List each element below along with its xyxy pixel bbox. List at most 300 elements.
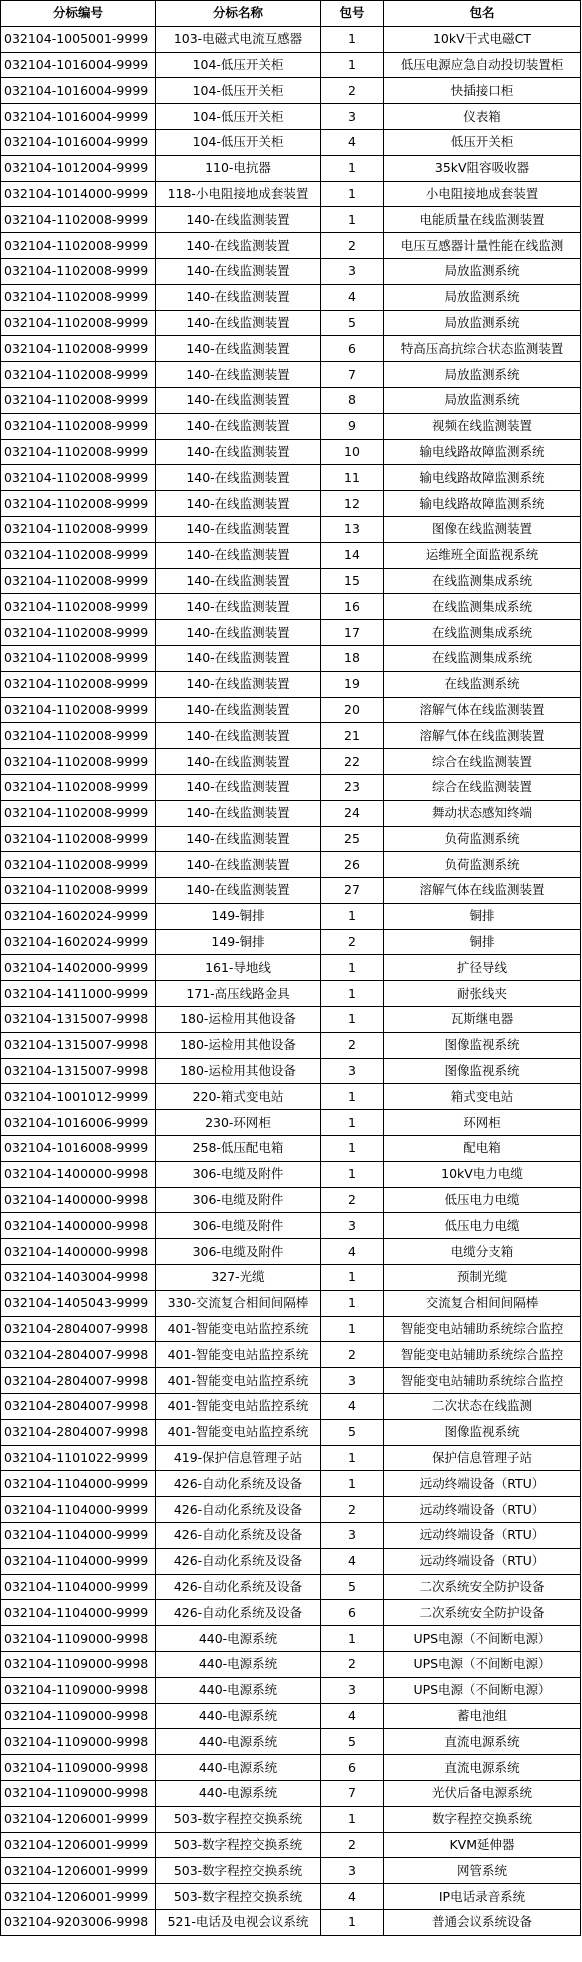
cell-package-name: 在线监测集成系统	[384, 594, 581, 620]
table-row	[1, 1574, 581, 1600]
cell-lot-name: 140-在线监测装置	[156, 413, 321, 439]
table-row	[1, 1497, 581, 1523]
cell-lot-code: 032104-1102008-9999	[1, 723, 156, 749]
cell-package-no: 1	[321, 1161, 384, 1187]
cell-lot-name: 306-电缆及附件	[156, 1239, 321, 1265]
cell-package-name: 蓄电池组	[384, 1703, 581, 1729]
table-row	[1, 413, 581, 439]
table-row	[1, 181, 581, 207]
cell-package-name: 普通会议系统设备	[384, 1909, 581, 1935]
cell-lot-name: 140-在线监测装置	[156, 542, 321, 568]
table-row	[1, 774, 581, 800]
cell-lot-name: 503-数字程控交换系统	[156, 1884, 321, 1910]
table-row	[1, 1780, 581, 1806]
cell-package-no: 2	[321, 1187, 384, 1213]
cell-package-no: 1	[321, 1136, 384, 1162]
table-row	[1, 1471, 581, 1497]
cell-package-name: 预制光缆	[384, 1265, 581, 1291]
table-row	[1, 981, 581, 1007]
table-row	[1, 1548, 581, 1574]
cell-package-no: 7	[321, 362, 384, 388]
cell-lot-name: 140-在线监测装置	[156, 465, 321, 491]
cell-package-no: 18	[321, 645, 384, 671]
cell-lot-code: 032104-1102008-9999	[1, 233, 156, 259]
cell-package-name: 局放监测系统	[384, 362, 581, 388]
table-row	[1, 1368, 581, 1394]
cell-package-no: 25	[321, 826, 384, 852]
cell-package-no: 4	[321, 1703, 384, 1729]
table-row	[1, 1187, 581, 1213]
cell-package-name: 局放监测系统	[384, 258, 581, 284]
cell-lot-name: 140-在线监测装置	[156, 284, 321, 310]
cell-package-no: 3	[321, 1213, 384, 1239]
cell-package-name: 图像监视系统	[384, 1058, 581, 1084]
table-row	[1, 955, 581, 981]
table-row	[1, 878, 581, 904]
cell-package-name: 远动终端设备（RTU）	[384, 1497, 581, 1523]
table-row	[1, 78, 581, 104]
cell-package-no: 13	[321, 516, 384, 542]
cell-package-no: 22	[321, 749, 384, 775]
cell-lot-code: 032104-1315007-9998	[1, 1007, 156, 1033]
cell-lot-code: 032104-1400000-9998	[1, 1213, 156, 1239]
cell-lot-code: 032104-1102008-9999	[1, 852, 156, 878]
cell-package-name: UPS电源（不间断电源）	[384, 1677, 581, 1703]
cell-lot-code: 032104-1602024-9999	[1, 903, 156, 929]
cell-lot-name: 401-智能变电站监控系统	[156, 1342, 321, 1368]
table-row	[1, 1316, 581, 1342]
cell-lot-name: 140-在线监测装置	[156, 207, 321, 233]
cell-package-no: 1	[321, 1290, 384, 1316]
cell-package-no: 1	[321, 155, 384, 181]
cell-lot-name: 230-环网柜	[156, 1110, 321, 1136]
cell-lot-name: 140-在线监测装置	[156, 594, 321, 620]
table-row	[1, 1084, 581, 1110]
cell-lot-code: 032104-1104000-9999	[1, 1523, 156, 1549]
cell-lot-name: 140-在线监测装置	[156, 362, 321, 388]
cell-lot-code: 032104-2804007-9998	[1, 1368, 156, 1394]
cell-package-no: 3	[321, 258, 384, 284]
cell-package-no: 24	[321, 800, 384, 826]
cell-lot-name: 140-在线监测装置	[156, 826, 321, 852]
cell-package-name: 光伏后备电源系统	[384, 1780, 581, 1806]
cell-package-name: 10kV干式电磁CT	[384, 26, 581, 52]
cell-lot-name: 503-数字程控交换系统	[156, 1832, 321, 1858]
cell-package-no: 1	[321, 207, 384, 233]
cell-lot-name: 149-铜排	[156, 903, 321, 929]
table-row	[1, 1290, 581, 1316]
cell-package-no: 10	[321, 439, 384, 465]
cell-lot-name: 140-在线监测装置	[156, 387, 321, 413]
cell-lot-code: 032104-1102008-9999	[1, 258, 156, 284]
cell-lot-code: 032104-1104000-9999	[1, 1600, 156, 1626]
cell-lot-code: 032104-1102008-9999	[1, 542, 156, 568]
cell-package-no: 6	[321, 336, 384, 362]
cell-lot-name: 104-低压开关柜	[156, 78, 321, 104]
cell-lot-name: 103-电磁式电流互感器	[156, 26, 321, 52]
table-row	[1, 826, 581, 852]
cell-package-name: 瓦斯继电器	[384, 1007, 581, 1033]
cell-package-no: 16	[321, 594, 384, 620]
cell-package-no: 1	[321, 981, 384, 1007]
cell-lot-code: 032104-1102008-9999	[1, 645, 156, 671]
cell-lot-code: 032104-1109000-9998	[1, 1626, 156, 1652]
table-row	[1, 1445, 581, 1471]
table-row	[1, 1806, 581, 1832]
cell-lot-code: 032104-1109000-9998	[1, 1703, 156, 1729]
cell-package-name: 负荷监测系统	[384, 826, 581, 852]
table-row	[1, 52, 581, 78]
cell-lot-name: 440-电源系统	[156, 1780, 321, 1806]
cell-lot-name: 419-保护信息管理子站	[156, 1445, 321, 1471]
cell-lot-code: 032104-1102008-9999	[1, 594, 156, 620]
cell-lot-code: 032104-1411000-9999	[1, 981, 156, 1007]
cell-package-no: 17	[321, 620, 384, 646]
table-row	[1, 1884, 581, 1910]
cell-package-name: 在线监测集成系统	[384, 645, 581, 671]
cell-package-no: 2	[321, 233, 384, 259]
cell-package-name: 视频在线监测装置	[384, 413, 581, 439]
cell-lot-name: 140-在线监测装置	[156, 439, 321, 465]
cell-lot-name: 426-自动化系统及设备	[156, 1600, 321, 1626]
cell-package-name: 电缆分支箱	[384, 1239, 581, 1265]
cell-package-name: 远动终端设备（RTU）	[384, 1471, 581, 1497]
table-row	[1, 852, 581, 878]
cell-package-name: 溶解气体在线监测装置	[384, 723, 581, 749]
cell-package-no: 1	[321, 903, 384, 929]
cell-package-no: 1	[321, 1316, 384, 1342]
cell-package-no: 15	[321, 568, 384, 594]
cell-lot-name: 140-在线监测装置	[156, 620, 321, 646]
cell-package-no: 5	[321, 1729, 384, 1755]
cell-lot-code: 032104-1102008-9999	[1, 362, 156, 388]
cell-lot-name: 440-电源系统	[156, 1755, 321, 1781]
cell-lot-code: 032104-1109000-9998	[1, 1652, 156, 1678]
cell-lot-code: 032104-1016008-9999	[1, 1136, 156, 1162]
table-row	[1, 1110, 581, 1136]
cell-package-name: 耐张线夹	[384, 981, 581, 1007]
cell-package-no: 3	[321, 104, 384, 130]
cell-package-no: 3	[321, 1058, 384, 1084]
cell-lot-code: 032104-1102008-9999	[1, 826, 156, 852]
cell-lot-code: 032104-1102008-9999	[1, 465, 156, 491]
cell-lot-code: 032104-1102008-9999	[1, 310, 156, 336]
cell-package-no: 1	[321, 181, 384, 207]
cell-package-no: 5	[321, 1574, 384, 1600]
table-row	[1, 749, 581, 775]
cell-package-no: 1	[321, 955, 384, 981]
cell-package-no: 4	[321, 1548, 384, 1574]
cell-lot-code: 032104-1016004-9999	[1, 78, 156, 104]
cell-lot-name: 140-在线监测装置	[156, 800, 321, 826]
table-row	[1, 155, 581, 181]
cell-lot-code: 032104-1109000-9998	[1, 1755, 156, 1781]
cell-lot-code: 032104-1102008-9999	[1, 620, 156, 646]
cell-package-name: 运维班全面监视系统	[384, 542, 581, 568]
cell-package-name: IP电话录音系统	[384, 1884, 581, 1910]
table-row	[1, 310, 581, 336]
cell-package-name: 舞动状态感知终端	[384, 800, 581, 826]
cell-lot-code: 032104-1315007-9998	[1, 1032, 156, 1058]
table-row	[1, 1032, 581, 1058]
cell-lot-name: 440-电源系统	[156, 1626, 321, 1652]
cell-lot-name: 220-箱式变电站	[156, 1084, 321, 1110]
header-package-no: 包号	[321, 1, 384, 27]
cell-package-no: 20	[321, 697, 384, 723]
table-row	[1, 1600, 581, 1626]
cell-package-name: 低压开关柜	[384, 129, 581, 155]
cell-package-no: 2	[321, 1832, 384, 1858]
cell-package-name: 综合在线监测装置	[384, 749, 581, 775]
table-body	[1, 26, 581, 1935]
cell-package-no: 6	[321, 1600, 384, 1626]
cell-package-name: 低压电力电缆	[384, 1213, 581, 1239]
cell-lot-name: 401-智能变电站监控系统	[156, 1368, 321, 1394]
table-row	[1, 903, 581, 929]
cell-lot-code: 032104-1405043-9999	[1, 1290, 156, 1316]
table-row	[1, 387, 581, 413]
table-row	[1, 697, 581, 723]
cell-lot-code: 032104-1102008-9999	[1, 749, 156, 775]
cell-lot-code: 032104-1104000-9999	[1, 1548, 156, 1574]
table-row	[1, 336, 581, 362]
cell-package-name: 保护信息管理子站	[384, 1445, 581, 1471]
cell-package-no: 1	[321, 1084, 384, 1110]
cell-package-name: 数字程控交换系统	[384, 1806, 581, 1832]
cell-package-no: 27	[321, 878, 384, 904]
cell-package-no: 3	[321, 1523, 384, 1549]
cell-package-name: 输电线路故障监测系统	[384, 491, 581, 517]
cell-package-no: 3	[321, 1858, 384, 1884]
cell-lot-name: 330-交流复合相间间隔棒	[156, 1290, 321, 1316]
cell-package-name: 配电箱	[384, 1136, 581, 1162]
cell-lot-name: 440-电源系统	[156, 1703, 321, 1729]
cell-package-name: 铜排	[384, 929, 581, 955]
cell-package-name: 35kV阻容吸收器	[384, 155, 581, 181]
cell-lot-name: 306-电缆及附件	[156, 1161, 321, 1187]
cell-package-name: 在线监测系统	[384, 671, 581, 697]
cell-package-no: 1	[321, 1471, 384, 1497]
cell-package-no: 1	[321, 1445, 384, 1471]
cell-lot-code: 032104-1104000-9999	[1, 1471, 156, 1497]
cell-lot-code: 032104-1102008-9999	[1, 387, 156, 413]
cell-lot-code: 032104-1102008-9999	[1, 516, 156, 542]
cell-lot-name: 521-电话及电视会议系统	[156, 1909, 321, 1935]
cell-package-name: 图像监视系统	[384, 1419, 581, 1445]
table-row	[1, 104, 581, 130]
cell-lot-name: 104-低压开关柜	[156, 129, 321, 155]
cell-package-no: 2	[321, 1032, 384, 1058]
cell-package-name: 智能变电站辅助系统综合监控	[384, 1368, 581, 1394]
cell-lot-code: 032104-2804007-9998	[1, 1394, 156, 1420]
cell-package-name: 扩径导线	[384, 955, 581, 981]
cell-lot-name: 140-在线监测装置	[156, 697, 321, 723]
cell-lot-code: 032104-1102008-9999	[1, 284, 156, 310]
table-row	[1, 516, 581, 542]
table-row	[1, 671, 581, 697]
table-row	[1, 1239, 581, 1265]
cell-package-no: 12	[321, 491, 384, 517]
table-row	[1, 491, 581, 517]
cell-lot-code: 032104-1016004-9999	[1, 52, 156, 78]
cell-lot-code: 032104-1206001-9999	[1, 1806, 156, 1832]
cell-lot-name: 140-在线监测装置	[156, 645, 321, 671]
cell-lot-code: 032104-1102008-9999	[1, 207, 156, 233]
cell-package-name: 电压互感器计量性能在线监测	[384, 233, 581, 259]
cell-lot-name: 140-在线监测装置	[156, 516, 321, 542]
cell-lot-code: 032104-1102008-9999	[1, 413, 156, 439]
cell-lot-code: 032104-1315007-9998	[1, 1058, 156, 1084]
cell-package-name: UPS电源（不间断电源）	[384, 1652, 581, 1678]
cell-lot-name: 140-在线监测装置	[156, 878, 321, 904]
cell-package-no: 5	[321, 310, 384, 336]
table-row	[1, 1729, 581, 1755]
cell-lot-code: 032104-1102008-9999	[1, 439, 156, 465]
table-row	[1, 645, 581, 671]
cell-package-name: 局放监测系统	[384, 310, 581, 336]
table-row	[1, 594, 581, 620]
cell-lot-name: 140-在线监测装置	[156, 310, 321, 336]
cell-package-name: 输电线路故障监测系统	[384, 439, 581, 465]
table-row	[1, 1832, 581, 1858]
cell-package-name: 低压电力电缆	[384, 1187, 581, 1213]
cell-package-name: 低压电源应急自动投切装置柜	[384, 52, 581, 78]
cell-lot-code: 032104-1102008-9999	[1, 697, 156, 723]
table-row	[1, 1626, 581, 1652]
cell-lot-code: 032104-1109000-9998	[1, 1780, 156, 1806]
cell-lot-name: 401-智能变电站监控系统	[156, 1316, 321, 1342]
cell-lot-name: 426-自动化系统及设备	[156, 1471, 321, 1497]
table-row	[1, 129, 581, 155]
cell-lot-name: 140-在线监测装置	[156, 233, 321, 259]
cell-lot-code: 032104-1400000-9998	[1, 1161, 156, 1187]
table-row	[1, 620, 581, 646]
cell-lot-name: 104-低压开关柜	[156, 104, 321, 130]
cell-lot-name: 180-运检用其他设备	[156, 1007, 321, 1033]
cell-package-no: 6	[321, 1755, 384, 1781]
cell-lot-name: 118-小电阻接地成套装置	[156, 181, 321, 207]
cell-lot-code: 032104-2804007-9998	[1, 1342, 156, 1368]
table-row	[1, 1394, 581, 1420]
table-row	[1, 1342, 581, 1368]
table-row	[1, 362, 581, 388]
cell-lot-code: 032104-1016004-9999	[1, 129, 156, 155]
cell-lot-code: 032104-1109000-9998	[1, 1677, 156, 1703]
cell-package-name: 直流电源系统	[384, 1755, 581, 1781]
cell-package-no: 2	[321, 1342, 384, 1368]
table-row	[1, 439, 581, 465]
cell-package-name: 铜排	[384, 903, 581, 929]
cell-lot-code: 032104-1016006-9999	[1, 1110, 156, 1136]
cell-lot-name: 440-电源系统	[156, 1652, 321, 1678]
table-row	[1, 568, 581, 594]
cell-lot-code: 032104-1206001-9999	[1, 1858, 156, 1884]
cell-package-no: 11	[321, 465, 384, 491]
cell-lot-code: 032104-1102008-9999	[1, 774, 156, 800]
cell-lot-code: 032104-1014000-9999	[1, 181, 156, 207]
table-row	[1, 1909, 581, 1935]
cell-lot-name: 104-低压开关柜	[156, 52, 321, 78]
cell-package-no: 26	[321, 852, 384, 878]
table-row	[1, 1755, 581, 1781]
cell-package-no: 4	[321, 1239, 384, 1265]
cell-package-name: 溶解气体在线监测装置	[384, 697, 581, 723]
cell-lot-name: 140-在线监测装置	[156, 258, 321, 284]
cell-lot-name: 440-电源系统	[156, 1677, 321, 1703]
table-row	[1, 1419, 581, 1445]
cell-package-name: KVM延伸器	[384, 1832, 581, 1858]
cell-lot-name: 171-高压线路金具	[156, 981, 321, 1007]
cell-lot-name: 140-在线监测装置	[156, 852, 321, 878]
cell-lot-name: 503-数字程控交换系统	[156, 1806, 321, 1832]
table-row	[1, 465, 581, 491]
cell-lot-name: 140-在线监测装置	[156, 723, 321, 749]
cell-package-name: 图像监视系统	[384, 1032, 581, 1058]
cell-lot-code: 032104-1102008-9999	[1, 878, 156, 904]
cell-lot-name: 140-在线监测装置	[156, 491, 321, 517]
cell-lot-code: 032104-1402000-9999	[1, 955, 156, 981]
cell-lot-name: 140-在线监测装置	[156, 671, 321, 697]
cell-lot-name: 140-在线监测装置	[156, 568, 321, 594]
header-lot-code: 分标编号	[1, 1, 156, 27]
cell-lot-code: 032104-1102008-9999	[1, 491, 156, 517]
table-row	[1, 1703, 581, 1729]
cell-package-name: 仪表箱	[384, 104, 581, 130]
cell-package-name: 环网柜	[384, 1110, 581, 1136]
table-row	[1, 1058, 581, 1084]
cell-package-name: 局放监测系统	[384, 387, 581, 413]
table-row	[1, 1161, 581, 1187]
header-row	[1, 1, 581, 27]
cell-package-name: 二次状态在线监测	[384, 1394, 581, 1420]
cell-lot-name: 503-数字程控交换系统	[156, 1858, 321, 1884]
cell-lot-code: 032104-1104000-9999	[1, 1574, 156, 1600]
cell-package-no: 2	[321, 78, 384, 104]
cell-package-name: 交流复合相间间隔棒	[384, 1290, 581, 1316]
cell-package-name: 二次系统安全防护设备	[384, 1574, 581, 1600]
cell-package-name: 输电线路故障监测系统	[384, 465, 581, 491]
cell-lot-name: 180-运检用其他设备	[156, 1058, 321, 1084]
cell-package-no: 7	[321, 1780, 384, 1806]
cell-package-no: 3	[321, 1368, 384, 1394]
cell-lot-name: 306-电缆及附件	[156, 1213, 321, 1239]
cell-lot-name: 426-自动化系统及设备	[156, 1523, 321, 1549]
cell-lot-name: 306-电缆及附件	[156, 1187, 321, 1213]
table-row	[1, 800, 581, 826]
cell-lot-code: 032104-1403004-9998	[1, 1265, 156, 1291]
cell-lot-name: 401-智能变电站监控系统	[156, 1394, 321, 1420]
cell-lot-code: 032104-2804007-9998	[1, 1316, 156, 1342]
cell-package-no: 1	[321, 1626, 384, 1652]
cell-lot-name: 440-电源系统	[156, 1729, 321, 1755]
cell-package-name: 快插接口柜	[384, 78, 581, 104]
cell-lot-code: 032104-1102008-9999	[1, 568, 156, 594]
cell-lot-name: 140-在线监测装置	[156, 749, 321, 775]
cell-lot-code: 032104-1602024-9999	[1, 929, 156, 955]
table-row	[1, 1213, 581, 1239]
cell-package-no: 23	[321, 774, 384, 800]
table-row	[1, 1677, 581, 1703]
header-lot-name: 分标名称	[156, 1, 321, 27]
table-row	[1, 1007, 581, 1033]
cell-lot-code: 032104-1016004-9999	[1, 104, 156, 130]
cell-package-no: 4	[321, 1884, 384, 1910]
cell-package-name: 电能质量在线监测装置	[384, 207, 581, 233]
cell-lot-name: 258-低压配电箱	[156, 1136, 321, 1162]
cell-lot-name: 149-铜排	[156, 929, 321, 955]
cell-package-no: 4	[321, 129, 384, 155]
cell-lot-name: 110-电抗器	[156, 155, 321, 181]
